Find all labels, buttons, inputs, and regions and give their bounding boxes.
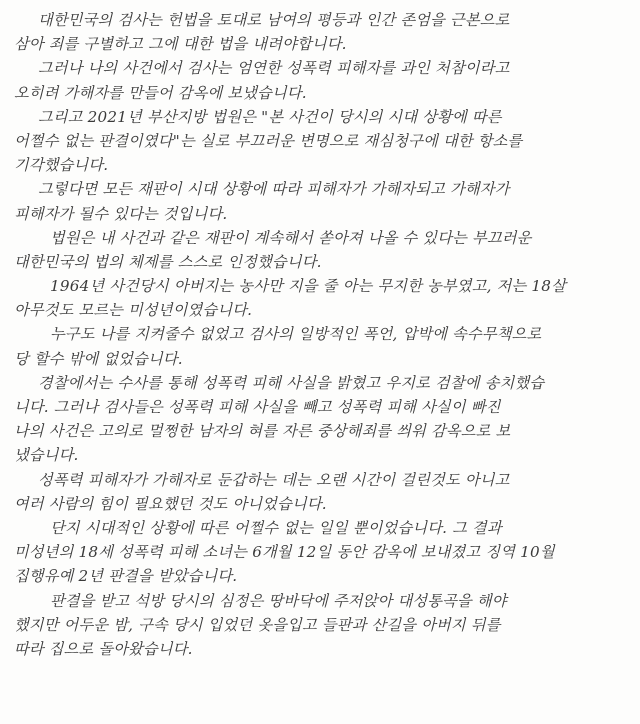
- letter-line: 당 할수 밖에 없었습니다.: [14, 349, 183, 368]
- handwritten-letter: [14, 8, 634, 661]
- letter-line: 그리고 2021년 부산지방 법원은 "본 사건이 당시의 시대 상황에 따른: [38, 107, 502, 126]
- letter-line: 피해자가 될수 있다는 것입니다.: [14, 204, 228, 223]
- letter-line: 기각했습니다.: [14, 156, 109, 175]
- letter-line: 단지 시대적인 상황에 따른 어쩔수 없는 일일 뿐이었습니다. 그 결과: [50, 518, 502, 537]
- letter-line: 여러 사람의 힘이 필요했던 것도 아니었습니다.: [14, 494, 327, 513]
- letter-line: 성폭력 피해자가 가해자로 둔갑하는 데는 오랜 시간이 걸린것도 아니고: [38, 470, 510, 489]
- letter-line: 경찰에서는 수사를 통해 성폭력 피해 사실을 밝혔고 우지로 검찰에 송치했습: [38, 373, 545, 392]
- letter-line: 따라 집으로 돌아왔습니다.: [14, 639, 193, 658]
- letter-line: 했지만 어두운 밤, 구속 당시 입었던 옷을입고 들판과 산길을 아버지 뒤를: [14, 615, 501, 634]
- letter-line: 대한민국의 검사는 헌법을 토대로 남여의 평등과 인간 존엄을 근본으로: [38, 11, 510, 29]
- letter-line: 법원은 내 사건과 같은 재판이 계속해서 쏟아져 나올 수 있다는 부끄러운: [50, 228, 532, 247]
- letter-line: 오히려 가해자를 만들어 감옥에 보냈습니다.: [14, 83, 307, 102]
- letter-line: 그러나 나의 사건에서 검사는 엄연한 성폭력 피해자를 과인 처참이라고: [38, 59, 510, 78]
- letter-line: 삼아 죄를 구별하고 그에 대한 법을 내려야합니다.: [14, 35, 347, 54]
- letter-line: 1964년 사건당시 아버지는 농사만 지을 줄 아는 무지한 농부였고, 저는 18살: [50, 277, 567, 296]
- letter-line: 아무것도 모르는 미성년이였습니다.: [14, 301, 253, 320]
- letter-line: 대한민국의 법의 체제를 스스로 인정했습니다.: [14, 252, 322, 271]
- letter-line: 집행유예 2년 판결을 받았습니다.: [14, 567, 238, 586]
- letter-line: 냈습니다.: [14, 446, 79, 465]
- letter-line: 판결을 받고 석방 당시의 심정은 땅바닥에 주저앉아 대성통곡을 해야: [50, 591, 507, 610]
- letter-line: 미성년의 18세 성폭력 피해 소녀는 6개월 12일 동안 감옥에 보내졌고 징역 10월: [14, 543, 555, 562]
- letter-line: 어쩔수 없는 판결이였다"는 실로 부끄러운 변명으로 재심청구에 대한 항소를: [14, 131, 523, 150]
- letter-line: 나의 사건은 고의로 멀쩡한 남자의 혀를 자른 중상해죄를 씌워 감옥으로 보: [14, 422, 511, 441]
- letter-line: 그렇다면 모든 재판이 시대 상황에 따라 피해자가 가해자되고 가해자가: [38, 180, 510, 199]
- letter-line: 니다. 그러나 검사들은 성폭력 피해 사실을 빼고 성폭력 피해 사실이 빠진: [14, 398, 501, 416]
- letter-line: 누구도 나를 지켜줄수 없었고 검사의 일방적인 폭언, 압박에 속수무책으로: [50, 325, 542, 344]
